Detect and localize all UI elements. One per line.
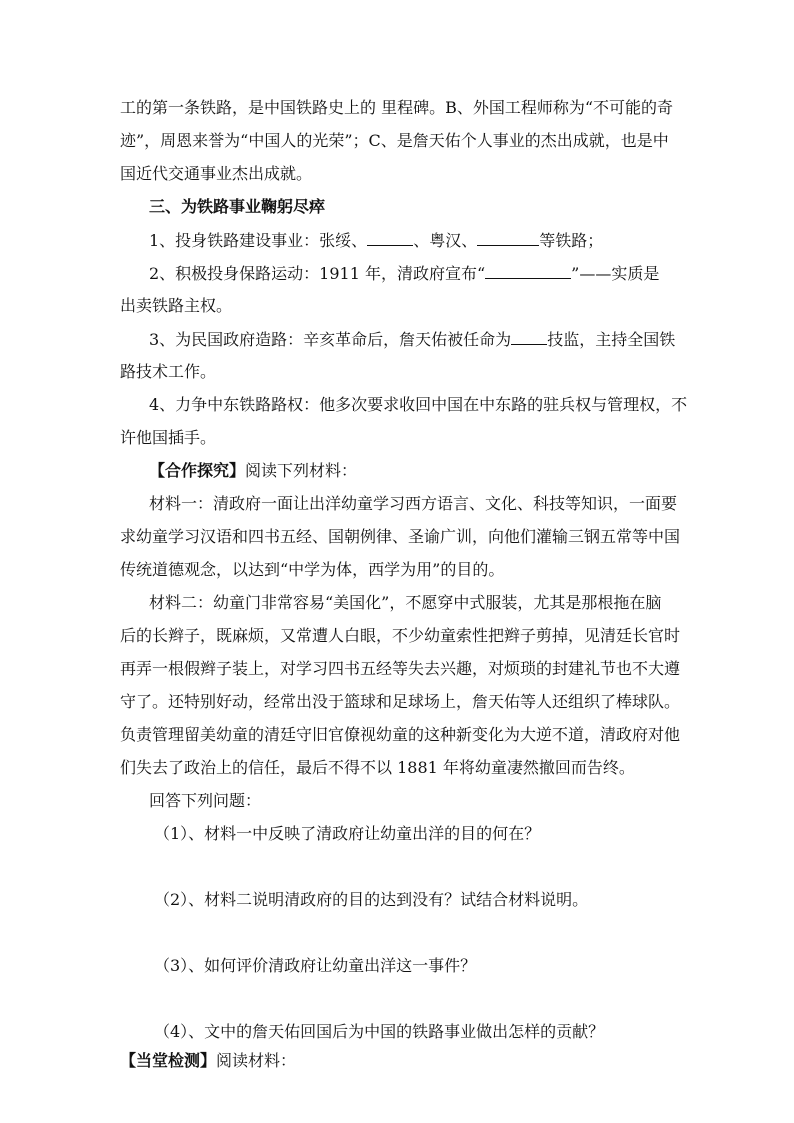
item-2-line-2: 出卖铁路主权。 [120, 296, 233, 315]
check-label: 【当堂检测】 [120, 1051, 217, 1070]
material-2-line-1: 材料二：幼童门非常容易“美国化”，不愿穿中式服装，尤其是那根拖在脑 [149, 593, 662, 612]
questions-intro: 回答下列问题： [149, 791, 262, 810]
item-2-text-a: 2、积极投身保路运动：1911 年，清政府宣布“ [149, 264, 486, 283]
material-2-line-6: 们失去了政治上的信任，最后不得不以 1881 年将幼童凄然撤回而告终。 [120, 758, 635, 777]
check-line [120, 1051, 296, 1071]
question-4: （4）、文中的詹天佑回国后为中国的铁路事业做出怎样的贡献？ [154, 1022, 605, 1041]
item-4-line-2: 许他国插手。 [120, 428, 217, 447]
item-4: 4、力争中东铁路路权：他多次要求收回中国在中东路的驻兵权与管理权，不 [149, 395, 688, 414]
fill-blank-2[interactable] [477, 230, 539, 246]
cooperation-line [149, 461, 357, 481]
material-1-line-2: 求幼童学习汉语和四书五经、国朝例律、圣谕广训，向他们灌输三钢五常等中国 [120, 527, 681, 546]
intro-line-2: 迹”，周恩来誉为“中国人的光荣”；C、是詹天佑个人事业的杰出成就，也是中 [120, 131, 669, 150]
item-2-text-b: ”——实质是 [571, 264, 660, 283]
question-3: （3）、如何评价清政府让幼童出洋这一事件？ [154, 956, 477, 975]
item-1-text-a: 1、投身铁路建设事业：张绥、 [149, 231, 368, 250]
item-3 [149, 329, 675, 350]
question-2: （2）、材料二说明清政府的目的达到没有？试结合材料说明。 [154, 890, 589, 909]
question-1: （1）、材料一中反映了清政府让幼童出洋的目的何在？ [154, 824, 541, 843]
fill-blank-3[interactable] [485, 263, 571, 279]
item-3-text-a: 3、为民国政府造路：辛亥革命后，詹天佑被任命为 [149, 330, 512, 349]
intro-line-3: 国近代交通事业杰出成就。 [120, 164, 313, 183]
intro-line-1: 工的第一条铁路，是中国铁路史上的 里程碑。B、外国工程师称为“不可能的奇 [120, 98, 674, 117]
item-3-line-2: 路技术工作。 [120, 362, 217, 381]
fill-blank-4[interactable] [511, 329, 547, 345]
material-2-line-3: 再弄一根假辫子装上，对学习四书五经等失去兴趣，对烦琐的封建礼节也不大遵 [120, 659, 681, 678]
item-1-text-c: 等铁路； [539, 231, 604, 250]
cooperation-intro: 阅读下列材料： [245, 461, 358, 480]
material-2-line-4: 守了。还特别好动，经常出没于篮球和足球场上，詹天佑等人还组织了棒球队。 [120, 692, 681, 711]
item-1-text-b: 、粤汉、 [413, 231, 478, 250]
item-3-text-b: 技监，主持全国铁 [547, 330, 676, 349]
cooperation-label: 【合作探究】 [149, 461, 246, 480]
material-1-line-3: 传统道德观念，以达到“中学为体，西学为用”的目的。 [120, 560, 505, 579]
material-2-line-5: 负责管理留美幼童的清廷守旧官僚视幼童的这种新变化为大逆不道，清政府对他 [120, 725, 681, 744]
material-1-line-1: 材料一：清政府一面让出洋幼童学习西方语言、文化、科技等知识，一面要 [149, 494, 678, 513]
check-intro: 阅读材料： [216, 1051, 297, 1070]
fill-blank-1[interactable] [367, 230, 413, 246]
item-2 [149, 263, 659, 284]
item-1 [149, 230, 603, 251]
section-3-heading: 三、为铁路事业鞠躬尽瘁 [149, 197, 326, 216]
material-2-line-2: 后的长辫子，既麻烦，又常遭人白眼，不少幼童索性把辫子剪掉，见清廷长官时 [120, 626, 681, 645]
